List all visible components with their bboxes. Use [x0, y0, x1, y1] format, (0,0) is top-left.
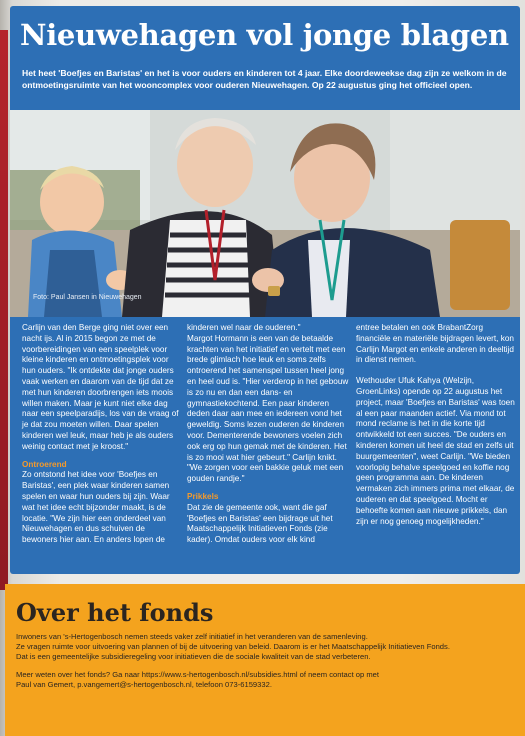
article-column-1	[22, 323, 182, 546]
fonds-text-line: Dat is een gemeentelijke subsidieregeling voor initiatieven die de sociale kwaliteit van de stad verbeteren.	[16, 652, 371, 661]
article-title: Nieuwehagen vol jonge blagen	[20, 18, 509, 52]
article-photo	[10, 110, 520, 317]
article-intro: Het heet 'Boefjes en Baristas' en het is voor ouders en kinderen tot 4 jaar. Elke doordeweekse dag zijn ze welkom in de ontmoetingsruimte van het wooncomplex voor ouderen Nieuwehagen. Op 22 augustus ging het officieel open.	[22, 68, 507, 90]
fonds-contact-line: Meer weten over het fonds? Ga naar https://www.s-hertogenbosch.nl/subsidies.html of neem contact op met	[16, 670, 380, 679]
photo-illustration	[10, 110, 520, 317]
column-paragraph: Carlijn van den Berge ging niet over een nacht ijs. Al in 2015 begon ze met de voorbereidingen van een speelplek voor kleine kinderen en ontmoetingsplek voor hun ouders. "Ik ontdekte dat jonge ouders vaak werken en daarom van de tijd dat ze met hun kinderen doorbrengen iets moois willen maken. Maar je kunt niet elke dag naar een speelparadijs, los van de vraag of je dat zou moeten willen. Daar spelen kinderen wel leuk, maar heb je als ouders weinig contact met je kroost."	[22, 323, 179, 451]
fonds-contact-line: Paul van Gemert, p.vangemert@s-hertogenbosch.nl, telefoon 073-6159332.	[16, 680, 272, 689]
article-column-3	[356, 323, 516, 527]
fonds-text-line: Ze vragen ruimte voor uitvoering van plannen of bij de uitvoering van beleid. Daarom is er het Maatschappelijk Initiatieven Fonds.	[16, 642, 450, 651]
section-heading-prikkels: Prikkels	[187, 491, 219, 501]
column-paragraph: entree betalen en ook BrabantZorg financiële en materiële bijdragen levert, kon Carlijn Margot en enkele anderen in deeltijd in dienst nemen.	[356, 323, 514, 365]
column-paragraph: Zo ontstond het idee voor 'Boefjes en Baristas', een plek waar kinderen samen spelen en waar hun ouders bij zijn. Waar wat het idee echt bijzonder maakt, is de locatie. "We zijn hier een onderdeel van Nieuwehagen en dus schuiven de bewoners hier aan. En anders lopen de	[22, 470, 170, 545]
fonds-title: Over het fonds	[16, 598, 214, 627]
section-heading-ontroerend: Ontroerend	[22, 459, 67, 469]
article-column-2	[187, 323, 351, 546]
column-paragraph: Wethouder Ufuk Kahya (Welzijn, GroenLinks) opende op 22 augustus het project, maar 'Boefjes en Baristas' was toen al een paar maanden actief. Via mond tot mond reclame is het in die korte tijd ontwikkeld tot een succes. "De ouders en kinderen komen uit heel de stad en zelfs uit buurgemeenten", weet Carlijn. "We bieden voorlopig behalve speelgoed en koffie nog geen programma aan. De kinderen vermaken zich immers prima met elkaar, de ouderen en dat speelgoed. Mocht er behoefte komen aan nieuwe prikkels, dan zijn er nog genoeg mogelijkheden."	[356, 376, 515, 526]
fonds-text-line: Inwoners van 's-Hertogenbosch nemen steeds vaker zelf initiatief in het veranderen van de samenleving.	[16, 632, 368, 641]
column-paragraph: Margot Hormann is een van de betaalde krachten van het initiatief en vertelt met een brede glimlach hoe leuk en soms zelfs ontroerend het samenspel tussen heel jong en heel oud is. "Hier verderop in het gebouw is zo nu en dan een dans- en gymnastiekochtend. Een paar kinderen deden daar aan mee en iedereen vond het geweldig. Soms lezen ouderen de kinderen voor. Dementerende bewoners voelen zich ook erg op hun gemak met de kinderen. Het is zo mooi wat hier gebeurt." Carlijn knikt. "We zorgen voor een bakkie geluk met een gouden randje."	[187, 333, 349, 484]
column-paragraph: kinderen wel naar de ouderen."	[187, 323, 301, 332]
photo-caption: Foto: Paul Jansen in Nieuwehagen	[33, 294, 142, 301]
page-edge-strip	[0, 30, 8, 590]
column-paragraph: Dat zie de gemeente ook, want die gaf 'Boefjes en Baristas' een bijdrage uit het Maatschappelijk Initiatieven Fonds (zie kader). Omdat ouders voor elk kind	[187, 502, 333, 545]
fonds-body	[16, 632, 521, 690]
